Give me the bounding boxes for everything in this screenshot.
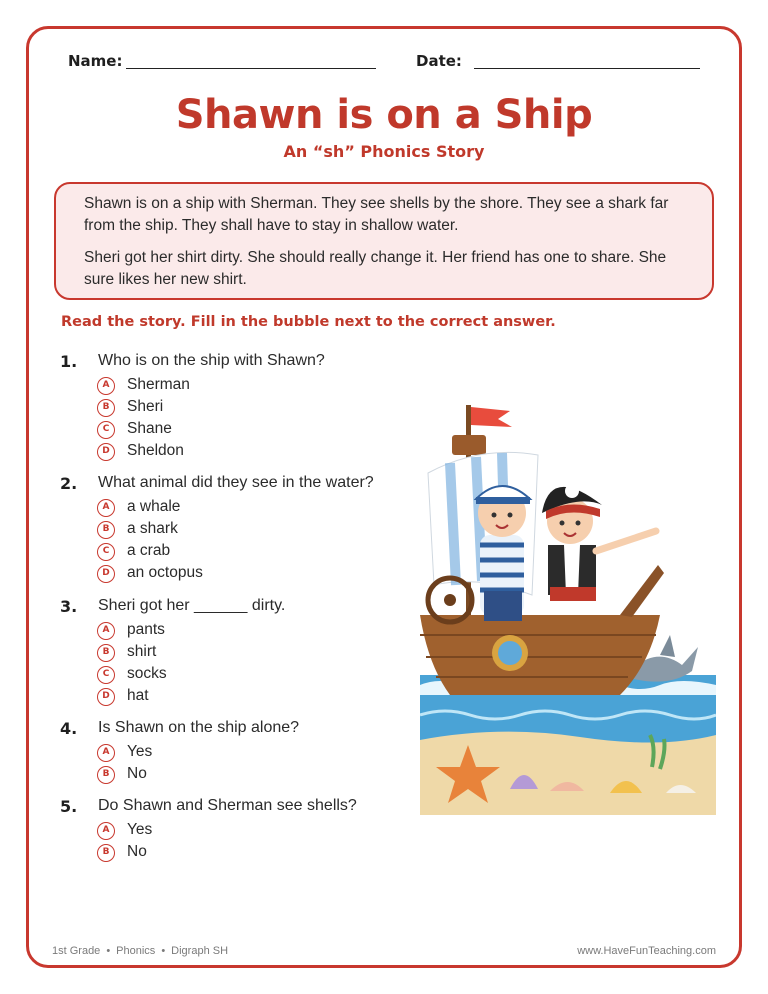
answer-text: shirt [127,643,157,660]
answer-text: Sheldon [127,442,184,459]
answer-bubble[interactable]: C [97,543,115,561]
answer-text: an octopus [127,564,203,581]
question-text: Is Shawn on the ship alone? [98,719,300,736]
answer-bubble[interactable]: A [97,622,115,640]
answer-option[interactable] [97,564,297,584]
answer-option[interactable] [97,843,297,863]
answer-bubble[interactable]: B [97,521,115,539]
worksheet-subtitle: An “sh” Phonics Story [283,142,485,161]
question-text: Do Shawn and Sherman see shells? [98,797,357,814]
footer-tags [52,945,228,957]
pirate-ship-illustration [420,395,716,815]
answer-option[interactable] [97,621,297,641]
answer-text: socks [127,665,167,682]
answer-text: Shane [127,420,172,437]
name-label: Name: [68,52,123,70]
answer-text: Sherman [127,376,190,393]
answer-option[interactable] [97,821,297,841]
answer-text: a whale [127,498,181,515]
answer-bubble[interactable]: A [97,744,115,762]
answer-option[interactable] [97,420,297,440]
answer-bubble[interactable]: C [97,666,115,684]
answer-bubble[interactable]: A [97,377,115,395]
answer-option[interactable] [97,398,297,418]
answer-bubble[interactable]: B [97,844,115,862]
answer-text: Yes [127,743,153,760]
question-text: Sheri got her ______ dirty. [98,597,286,614]
answer-text: a crab [127,542,171,559]
answer-bubble[interactable]: D [97,565,115,583]
answer-text: No [127,765,147,782]
answer-text: a shark [127,520,178,537]
answer-option[interactable] [97,542,297,562]
footer-subject: Phonics [116,945,156,957]
question-text: Who is on the ship with Shawn? [98,352,325,369]
footer-topic: Digraph SH [171,945,229,957]
question-number: 1. [60,352,78,371]
worksheet-title: Shawn is on a Ship [175,92,593,138]
instructions: Read the story. Fill in the bubble next to the correct answer. [61,314,556,330]
date-label: Date: [416,52,462,70]
answer-option[interactable] [97,498,297,518]
answer-text: Yes [127,821,153,838]
answer-text: No [127,843,147,860]
footer-separator: • [161,945,166,957]
name-field[interactable] [126,68,376,69]
answer-option[interactable] [97,665,297,685]
answer-text: Sheri [127,398,164,415]
footer-separator: • [106,945,111,957]
story-box [54,182,714,300]
answer-bubble[interactable]: D [97,688,115,706]
question-text: What animal did they see in the water? [98,474,374,491]
story-paragraph: Shawn is on a ship with Sherman. They see shells by the shore. They see a shark far from the ship. They shall have to stay in shallow water. [84,195,669,234]
answer-option[interactable] [97,442,297,462]
answer-bubble[interactable]: B [97,766,115,784]
question-number: 4. [60,719,78,738]
answer-bubble[interactable]: B [97,399,115,417]
answer-option[interactable] [97,765,297,785]
answer-option[interactable] [97,687,297,707]
answer-bubble[interactable]: C [97,421,115,439]
question-number: 3. [60,597,78,616]
answer-bubble[interactable]: D [97,443,115,461]
answer-option[interactable] [97,520,297,540]
answer-option[interactable] [97,643,297,663]
answer-bubble[interactable]: B [97,644,115,662]
answer-bubble[interactable]: A [97,499,115,517]
question-number: 2. [60,474,78,493]
answer-text: pants [127,621,165,638]
answer-bubble[interactable]: A [97,822,115,840]
question-number: 5. [60,797,78,816]
answer-option[interactable] [97,376,297,396]
date-field[interactable] [474,68,700,69]
footer-grade: 1st Grade [52,945,101,957]
footer-website: www.HaveFunTeaching.com [577,945,716,957]
story-paragraph: Sheri got her shirt dirty. She should really change it. Her friend has one to share. She sure likes her new shirt. [84,249,667,288]
answer-option[interactable] [97,743,297,763]
answer-text: hat [127,687,149,704]
